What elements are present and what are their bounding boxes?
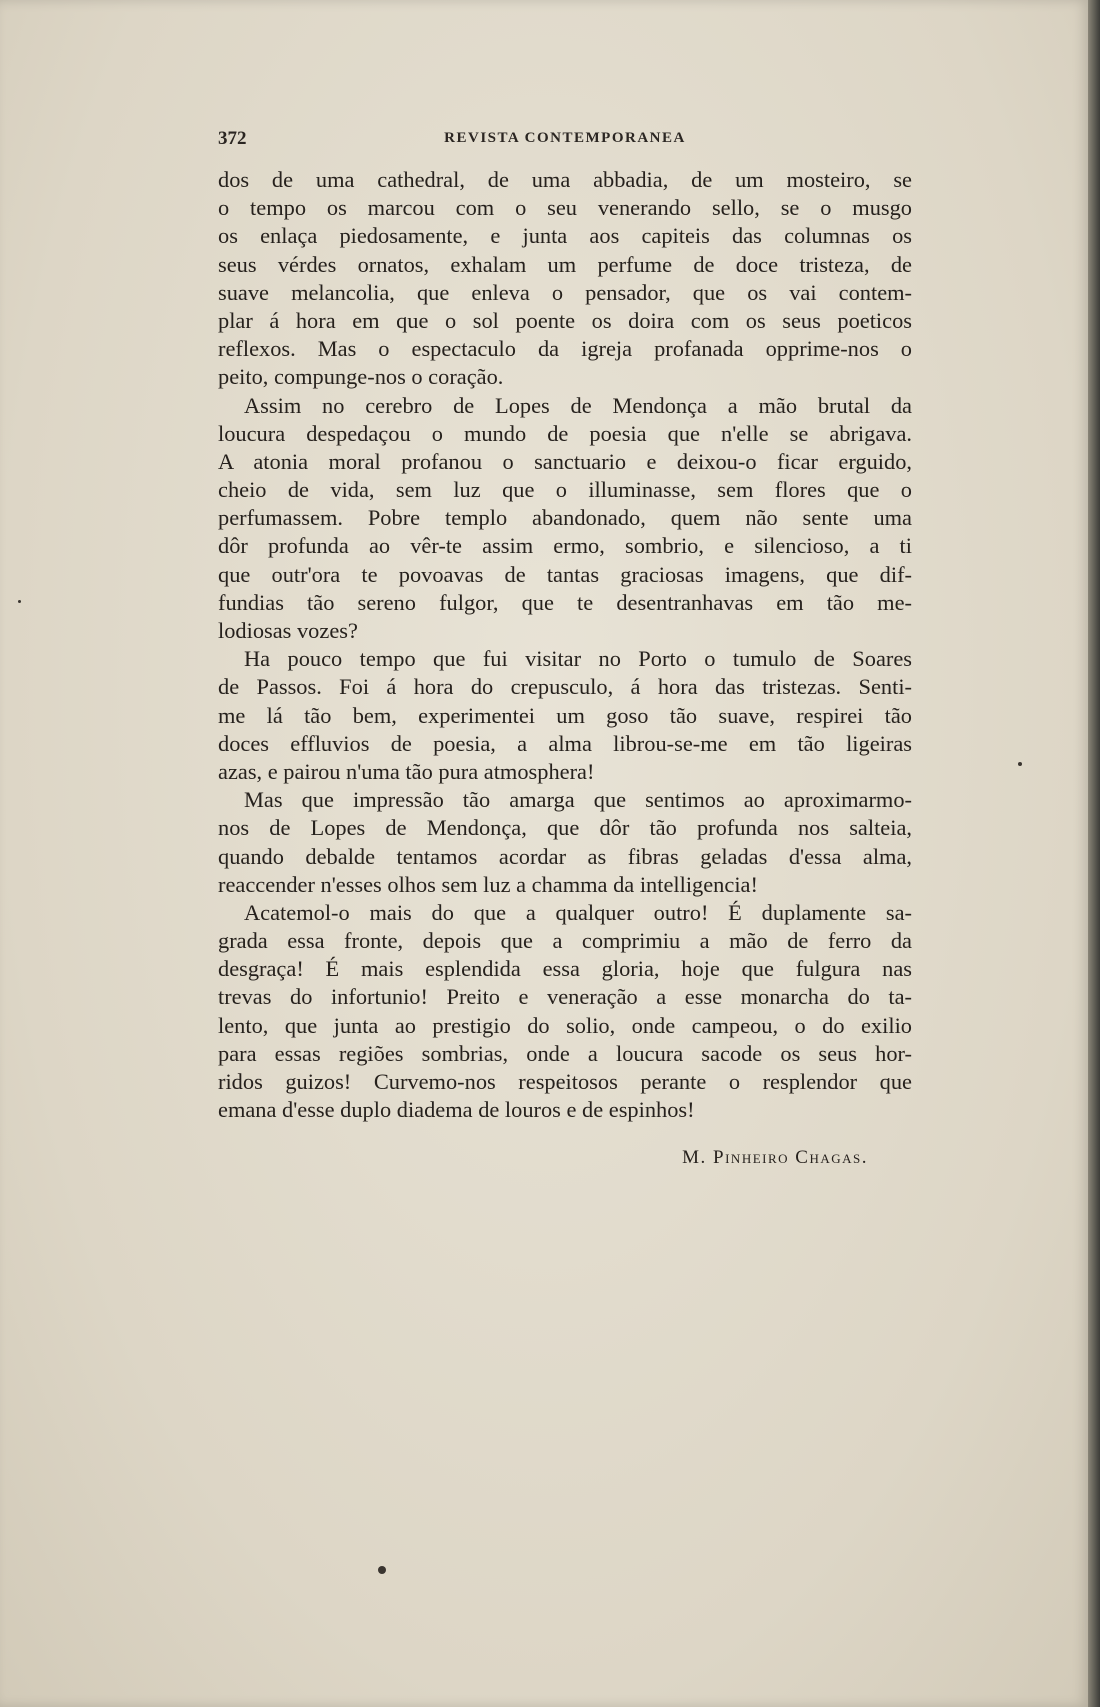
article-body bbox=[218, 166, 912, 1124]
page-header bbox=[218, 128, 912, 152]
text-line: me lá tão bem, experimentei um goso tão suave, respirei tão bbox=[218, 702, 912, 728]
text-line: fundias tão sereno fulgor, que te desentranhavas em tão me- bbox=[218, 589, 912, 615]
text-line: o tempo os marcou com o seu venerando sello, se o musgo bbox=[218, 195, 912, 221]
text-line: de Passos. Foi á hora do crepusculo, á hora das tristezas. Senti- bbox=[218, 674, 912, 700]
text-line: trevas do infortunio! Preito e veneração a esse monarcha do ta- bbox=[218, 984, 912, 1010]
text-line: doces effluvios de poesia, a alma librou-se-me em tão ligeiras bbox=[218, 730, 912, 756]
ink-speck bbox=[18, 600, 21, 603]
text-line: dos de uma cathedral, de uma abbadia, de um mosteiro, se bbox=[218, 167, 912, 192]
text-line: os enlaça piedosamente, e junta aos capiteis das columnas os bbox=[218, 223, 912, 249]
text-line: lodiosas vozes? bbox=[218, 618, 358, 643]
text-line: reflexos. Mas o espectaculo da igreja profanada opprime-nos o bbox=[218, 336, 912, 362]
ink-speck bbox=[1018, 762, 1022, 766]
paragraph bbox=[218, 645, 912, 786]
text-line: Assim no cerebro de Lopes de Mendonça a mão brutal da bbox=[244, 392, 912, 418]
paragraph bbox=[218, 166, 912, 392]
text-line: Ha pouco tempo que fui visitar no Porto o tumulo de Soares bbox=[244, 646, 912, 672]
text-line: A atonia moral profanou o sanctuario e deixou-o ficar erguido, bbox=[218, 448, 912, 474]
text-line: loucura despedaçou o mundo de poesia que n'elle se abrigava. bbox=[218, 420, 912, 446]
paragraph bbox=[218, 786, 912, 899]
page-edge-shadow bbox=[1088, 0, 1100, 1707]
text-line: nos de Lopes de Mendonça, que dôr tão profunda nos salteia, bbox=[218, 815, 912, 841]
text-line: que outr'ora te povoavas de tantas graciosas imagens, que dif- bbox=[218, 561, 912, 587]
running-title: REVISTA CONTEMPORANEA bbox=[444, 130, 686, 146]
page-number: 372 bbox=[218, 128, 247, 149]
text-line: Mas que impressão tão amarga que sentimos ao aproximarmo- bbox=[244, 787, 912, 813]
text-line: seus vérdes ornatos, exhalam um perfume de doce tristeza, de bbox=[218, 251, 912, 277]
author-signature: M. Pinheiro Chagas. bbox=[682, 1147, 868, 1168]
text-line: desgraça! É mais esplendida essa gloria, hoje que fulgura nas bbox=[218, 956, 912, 982]
text-line: reaccender n'esses olhos sem luz a chamma da intelligencia! bbox=[218, 871, 758, 897]
text-line: dôr profunda ao vêr-te assim ermo, sombrio, e silencioso, a ti bbox=[218, 533, 912, 559]
text-line: ridos guizos! Curvemo-nos respeitosos perante o resplendor que bbox=[218, 1069, 912, 1094]
text-line: cheio de vida, sem luz que o illuminasse, sem flores que o bbox=[218, 477, 912, 503]
text-line: azas, e pairou n'uma tão pura atmosphera! bbox=[218, 758, 595, 784]
text-line: Acatemol-o mais do que a qualquer outro! É duplamente sa- bbox=[244, 899, 912, 925]
ink-speck bbox=[378, 1566, 386, 1574]
text-line: para essas regiões sombrias, onde a loucura sacode os seus hor- bbox=[218, 1040, 912, 1066]
text-line: grada essa fronte, depois que a comprimiu a mão de ferro da bbox=[218, 928, 912, 954]
paragraph bbox=[218, 392, 912, 646]
text-line: emana d'esse duplo diadema de louros e de espinhos! bbox=[218, 1097, 695, 1123]
text-line: plar á hora em que o sol poente os doira com os seus poeticos bbox=[218, 307, 912, 333]
text-line: perfumassem. Pobre templo abandonado, quem não sente uma bbox=[218, 505, 912, 531]
text-line: quando debalde tentamos acordar as fibras geladas d'essa alma, bbox=[218, 843, 912, 869]
paragraph bbox=[218, 899, 912, 1125]
text-line: peito, compunge-nos o coração. bbox=[218, 364, 504, 390]
text-line: lento, que junta ao prestigio do solio, onde campeou, o do exilio bbox=[218, 1012, 912, 1038]
text-line: suave melancolia, que enleva o pensador, que os vai contem- bbox=[218, 279, 912, 305]
